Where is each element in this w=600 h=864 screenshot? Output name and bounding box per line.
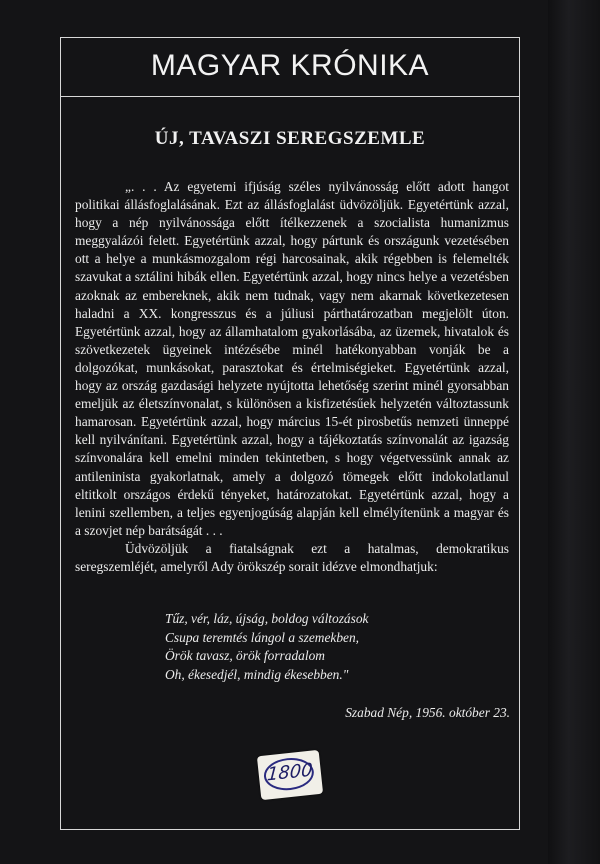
- quoted-article: [75, 178, 509, 576]
- series-title: MAGYAR KRÓNIKA: [150, 49, 430, 82]
- paragraph-2: Üdvözöljük a fiatalságnak ezt a hatalmas, demokratikus seregszemléjét, amelyről Ady örökszép sorait idézve elmondhatjuk:: [75, 540, 509, 574]
- series-title-bar: [60, 37, 520, 97]
- poem-line-3: Örök tavasz, örök forradalom: [165, 648, 325, 663]
- paragraph-1: „. . . Az egyetemi ifjúság széles nyilvánosság előtt adott hangot politikai állásfoglalásának. Ezt az állásfoglalást üdvözöljük. Egyetértünk azzal, hogy a nép nyilvánossága előtt ítélkezzenek a szocialista humanizmus meggyalázói felett. Egyetértünk azzal, hogy pártunk és országunk vezetésében ott a helye a munkásmozgalom régi harcosainak, akik régebben is felemelték szavukat a sztálini hibák ellen. Egyetértünk azzal, hogy nincs helye a vezetésben azoknak az embereknek, akik nem tudnak, vagy nem akarnak következetesen haladni a XX. kongresszus és a júliusi párthatározatban megjelölt úton. Egyetértünk azzal, hogy az államhatalom gyakorlásába, az üzemek, hivatalok és szövetkezetek ügyeinek intézésébe minél hatékonyabban vonják be a dolgozókat, munkásokat, parasztokat és értelmiségieket. Egyetértünk azzal, hogy az ország gazdasági helyzete nyújtotta lehetőség szerint minél gyorsabban emeljük az életszínvonalat, s különösen a kisfizetésűek helyzetén változtassunk hamarosan. Egyetértünk azzal, hogy március 15-ét pirosbetűs nemzeti ünneppé kell nyilvánítani. Egyetértünk azzal, hogy a tájékoztatás színvonalát az igazság színvonalára kell emelni minden tekintetben, s hogy végetvessünk annak az antileninista gyakorlatnak, amely a dolgozó tömegek előtt indokolatlanul eltitkolt országos érdekű tényeket, határozatokat. Egyetértünk azzal, hogy a lenini szellemben, a teljes egyenjogúság alapján kell elmélyítenünk a magyar és a szovjet nép barátságát . . .: [75, 179, 509, 538]
- poem-line-4: Oh, ékesedjél, mindig ékesebben.": [165, 666, 349, 682]
- price-sticker: [257, 750, 323, 800]
- source-citation: Szabad Nép, 1956. október 23.: [345, 705, 510, 720]
- ady-poem-quote: [165, 610, 505, 684]
- poem-line-1: Tűz, vér, láz, újság, boldog változások: [165, 611, 369, 626]
- article-title: ÚJ, TAVASZI SEREGSZEMLE: [154, 128, 426, 149]
- price-value: 1800: [266, 759, 314, 786]
- poem-line-2: Csupa teremtés lángol a szemekben,: [165, 629, 360, 645]
- cover-right-edge: [548, 0, 600, 864]
